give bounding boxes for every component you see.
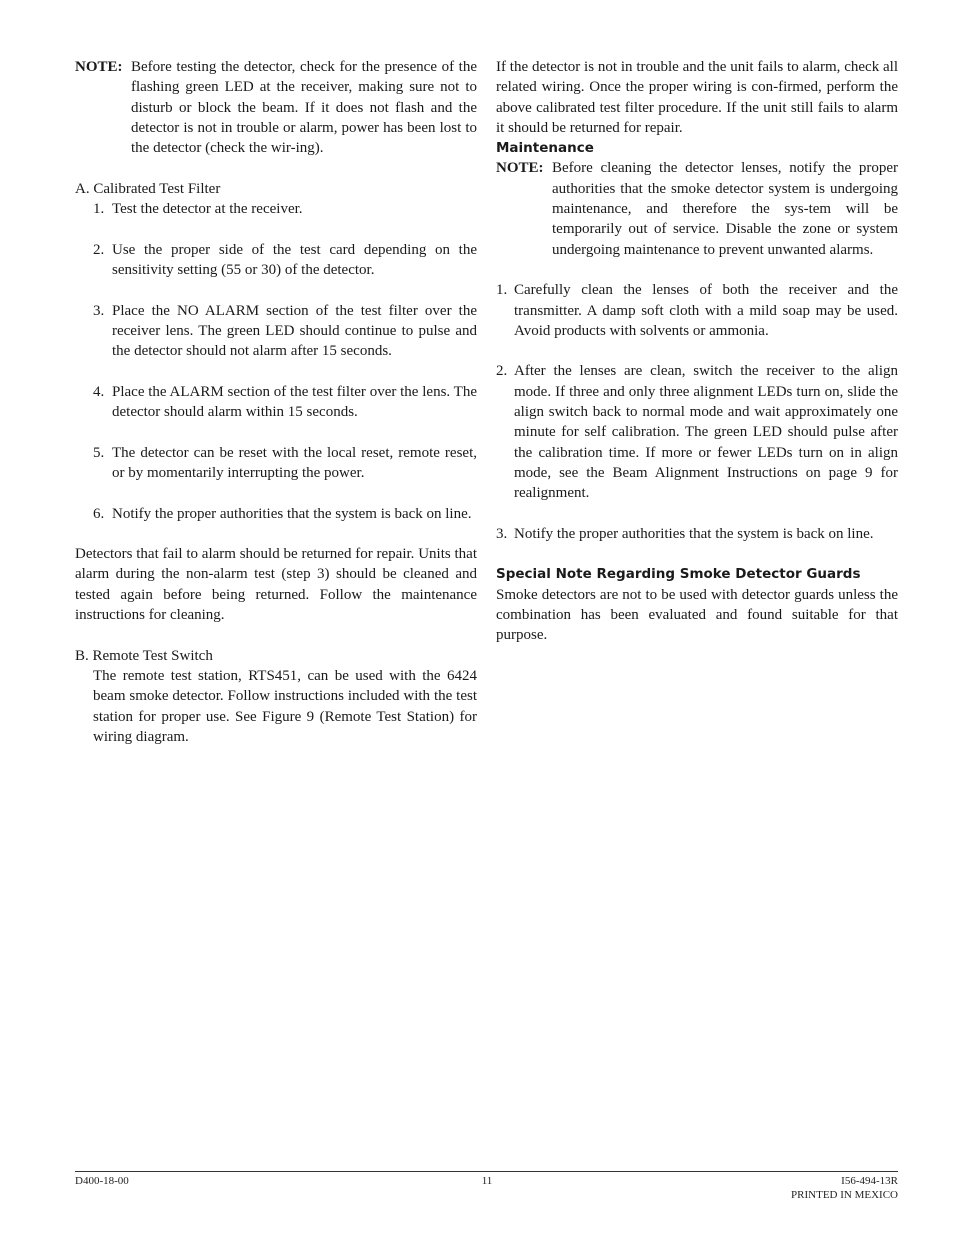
list-item (93, 240, 477, 281)
section-a-steps (75, 199, 477, 524)
list-item (93, 443, 477, 484)
step-number: 1. (496, 282, 508, 299)
footer-doc-number: I56-494-13R (841, 1175, 898, 1187)
section-b-text: The remote test station, RTS451, can be used with the 6424 beam smoke detector. Follow instructions included with the test station for proper use. See Figure 9 (Remote Test Station) for wiring diagram. (93, 667, 477, 745)
list-item (93, 199, 477, 219)
left-column (75, 57, 477, 747)
special-note-text: Smoke detectors are not to be used with detector guards unless the combination has been evaluated and found suitable for that purpose. (496, 586, 898, 644)
step-text: Use the proper side of the test card depending on the sensitivity setting (55 or 30) of the detector. (112, 241, 477, 278)
step-number: 6. (93, 505, 105, 522)
footer-printed: PRINTED IN MEXICO (791, 1189, 898, 1201)
step-number: 3. (93, 302, 105, 319)
list-item (93, 301, 477, 362)
list-item (93, 504, 477, 524)
testing-note (75, 57, 477, 158)
footer-right (791, 1174, 898, 1202)
step-number: 4. (93, 383, 105, 400)
list-item (496, 361, 898, 503)
note-label: NOTE: (496, 160, 544, 177)
note-text: Before testing the detector, check for the presence of the flashing green LED at the receiver, making sure not to disturb or block the beam. If it does not flash and the detector is not in trouble or alarm, power has been lost to the detector (check the wir-ing). (131, 59, 477, 157)
list-item (93, 382, 477, 423)
step-text: Notify the proper authorities that the system is back on line. (514, 525, 874, 542)
note-label: NOTE: (75, 59, 123, 75)
right-column (496, 57, 898, 646)
step-text: Carefully clean the lenses of both the receiver and the transmitter. A damp soft cloth with a mild soap may be used. Avoid products with solvents or ammonia. (514, 282, 898, 339)
list-item (496, 280, 898, 341)
step-number: 1. (93, 201, 105, 218)
footer-divider (75, 1171, 898, 1172)
intro-paragraph: If the detector is not in trouble and the unit fails to alarm, check all related wiring. Once the proper wiring is con-firmed, perform the above calibrated test filter procedure. If the unit still fails to alarm it should be returned for repair. (496, 59, 898, 136)
step-number: 2. (496, 363, 508, 380)
footer-doc-code: D400-18-00 (75, 1175, 129, 1187)
step-number: 2. (93, 241, 105, 258)
step-text: Notify the proper authorities that the system is back on line. (112, 505, 472, 522)
step-number: 5. (93, 444, 105, 461)
step-text: After the lenses are clean, switch the receiver to the align mode. If three and only three alignment LEDs turn on, slide the align switch back to normal mode and wait approximately one minute for self calibration. The green LED should pulse after the calibration time. If more or fewer LEDs turn on in align mode, see the Beam Alignment Instructions on page 9 for realignment. (514, 363, 898, 502)
step-text: Place the ALARM section of the test filter over the lens. The detector should alarm within 15 seconds. (112, 383, 477, 421)
maintenance-note (496, 158, 898, 259)
special-note-heading: Special Note Regarding Smoke Detector Guards (496, 566, 861, 583)
section-a-title: A. Calibrated Test Filter (75, 180, 221, 197)
step-number: 3. (496, 525, 508, 542)
list-item (496, 524, 898, 544)
step-text: Place the NO ALARM section of the test filter over the receiver lens. The green LED should continue to pulse and the detector should not alarm after 15 seconds. (112, 302, 477, 360)
maintenance-heading: Maintenance (496, 140, 594, 157)
note-text: Before cleaning the detector lenses, notify the proper authorities that the smoke detector system is undergoing maintenance, and therefore the sys-tem will be temporarily out of service. Disable the zone or system undergoing maintenance to prevent unwanted alarms. (552, 160, 898, 258)
page-number: 11 (481, 1175, 493, 1187)
fail-paragraph: Detectors that fail to alarm should be returned for repair. Units that alarm during the non-alarm test (step 3) should be cleaned and tested again before being returned. Follow the maintenance instructions for cleaning. (75, 546, 477, 624)
step-text: Test the detector at the receiver. (112, 201, 303, 218)
section-b-title: B. Remote Test Switch (75, 647, 213, 664)
step-text: The detector can be reset with the local reset, remote reset, or by momentarily interrupting the power. (112, 444, 477, 481)
